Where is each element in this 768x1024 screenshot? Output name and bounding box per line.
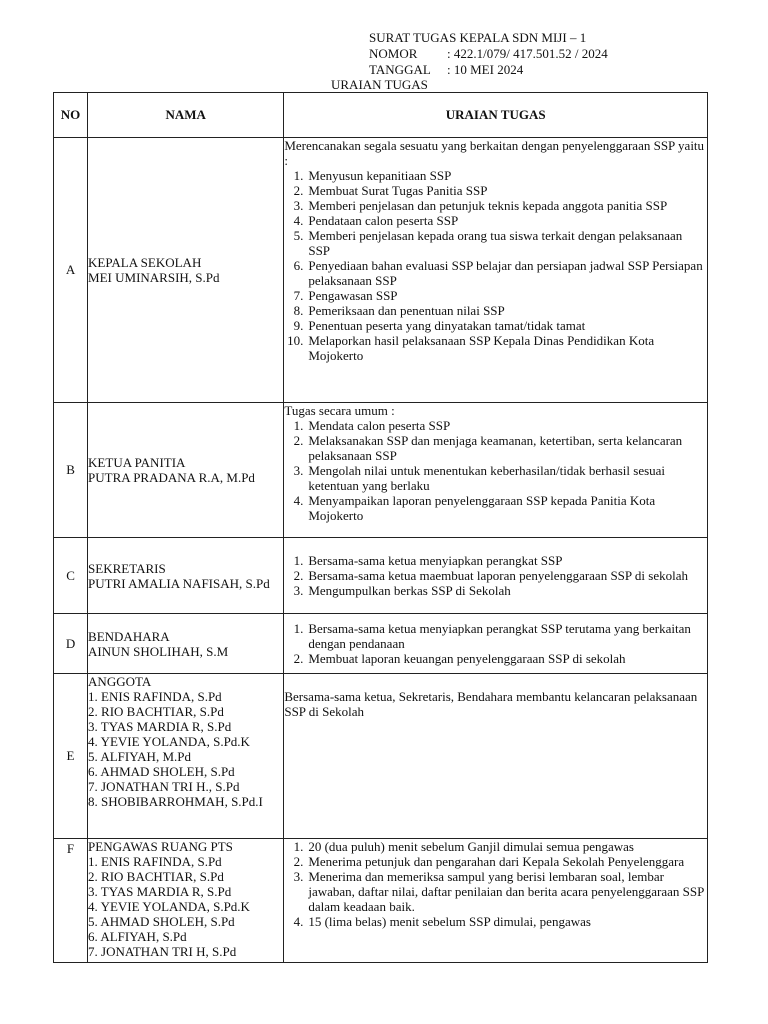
member-name: 4. YEVIE YOLANDA, S.Pd.K [88,899,250,914]
row-no: E [54,674,88,839]
item-text: Melaporkan hasil pelaksanaan SSP Kepala Dinas Pendidikan Kota Mojokerto [308,333,655,363]
item-number: 1. [293,553,304,568]
row-no: B [54,403,88,538]
table-row-d [54,614,708,674]
row-no: A [54,138,88,403]
letter-title: SURAT TUGAS KEPALA SDN MIJI – 1 [369,30,587,45]
item-number: 1. [293,418,304,433]
duty-list [284,553,707,598]
duty-list [284,839,707,929]
duty-item [284,914,707,929]
item-text: Bersama-sama ketua menyiapkan perangkat SSP terutama yang berkaitan dengan pendanaan [308,621,691,651]
row-no: F [54,839,88,963]
row-nama [88,674,284,839]
member-name: 4. YEVIE YOLANDA, S.Pd.K [88,734,250,749]
duty-item [284,433,707,463]
item-number: 3. [293,198,304,213]
duty-item [284,258,707,288]
duty-item [284,303,707,318]
member-name: 7. JONATHAN TRI H., S.Pd [88,779,240,794]
duty-item [284,553,707,568]
document-header [0,0,768,92]
member-name: 1. ENIS RAFINDA, S.Pd [88,854,222,869]
item-number: 6. [293,258,304,273]
member-name: 8. SHOBIBARROHMAH, S.Pd.I [88,794,263,809]
row-no: C [54,538,88,614]
row-uraian [284,839,708,963]
row-nama [88,403,284,538]
item-text: Pemeriksaan dan penentuan nilai SSP [308,303,505,318]
role-label: ANGGOTA [88,674,152,689]
person-name: PUTRA PRADANA R.A, M.Pd [88,470,255,485]
row-no: D [54,614,88,674]
item-number: 9. [293,318,304,333]
person-name: MEI UMINARSIH, S.Pd [88,270,220,285]
column-header-no: NO [54,93,88,138]
member-name: 1. ENIS RAFINDA, S.Pd [88,689,222,704]
row-nama [88,538,284,614]
duty-table [53,92,708,963]
duty-list [284,621,707,666]
item-number: 3. [293,869,304,884]
duty-item [284,183,707,198]
item-text: 20 (dua puluh) menit sebelum Ganjil dimulai semua pengawas [308,839,634,854]
item-text: Menerima petunjuk dan pengarahan dari Kepala Sekolah Penyelenggara [308,854,685,869]
item-text: Menyusun kepanitiaan SSP [308,168,452,183]
tanggal-label: TANGGAL [369,62,431,77]
member-list [88,689,283,809]
member-name: 2. RIO BACHTIAR, S.Pd [88,869,224,884]
item-number: 3. [293,583,304,598]
row-uraian [284,674,708,839]
role-label: BENDAHARA [88,628,170,644]
item-text: Mendata calon peserta SSP [308,418,451,433]
row-uraian [284,538,708,614]
member-name: 6. AHMAD SHOLEH, S.Pd [88,764,235,779]
item-number: 2. [293,433,304,448]
tanggal-line [369,62,523,77]
duty-item [284,463,707,493]
item-text: Bersama-sama ketua menyiapkan perangkat SSP [308,553,563,568]
item-number: 8. [293,303,304,318]
table-row-e [54,674,708,839]
item-number: 4. [293,213,304,228]
nomor-label: NOMOR [369,46,418,61]
duty-item [284,198,707,213]
member-name: 5. AHMAD SHOLEH, S.Pd [88,914,235,929]
duty-intro: Merencanakan segala sesuatu yang berkaitan dengan penyelenggaraan SSP yaitu : [284,138,705,168]
item-number: 3. [293,463,304,478]
person-name: PUTRI AMALIA NAFISAH, S.Pd [88,575,270,591]
duty-list [284,418,707,523]
row-uraian [284,138,708,403]
member-name: 6. ALFIYAH, S.Pd [88,929,187,944]
item-text: Melaksanakan SSP dan menjaga keamanan, ketertiban, serta kelancaran pelaksanaan SSP [308,433,683,463]
item-number: 4. [293,914,304,929]
item-text: Menerima dan memeriksa sampul yang berisi lembaran soal, lembar jawaban, daftar nilai, daftar penilaian dan berita acara penyelenggaraan SSP dalam keadaan baik. [308,869,704,914]
table-row-f [54,839,708,963]
duty-list [284,168,707,363]
member-name: 3. TYAS MARDIA R, S.Pd [88,719,232,734]
duty-item [284,651,707,666]
duty-item [284,168,707,183]
table-row-c [54,538,708,614]
role-label: PENGAWAS RUANG PTS [88,839,233,854]
item-text: Menyampaikan laporan penyelenggaraan SSP kepada Panitia Kota Mojokerto [308,493,656,523]
person-name: AINUN SHOLIHAH, S.M [88,643,229,659]
duty-item [284,288,707,303]
item-text: Mengumpulkan berkas SSP di Sekolah [308,583,511,598]
duty-item [284,333,707,363]
duty-item [284,493,707,523]
duty-item [284,854,707,869]
duty-item [284,228,707,258]
item-number: 2. [293,568,304,583]
row-nama [88,614,284,674]
column-header-nama: NAMA [88,93,284,138]
item-text: Penentuan peserta yang dinyatakan tamat/tidak tamat [308,318,586,333]
item-text: Bersama-sama ketua maembuat laporan penyelenggaraan SSP di sekolah [308,568,688,583]
table-row-a [54,138,708,403]
nomor-line [369,46,608,61]
item-number: 2. [293,854,304,869]
item-number: 1. [293,839,304,854]
item-number: 1. [293,621,304,636]
item-text: Pendataan calon peserta SSP [308,213,459,228]
item-text: 15 (lima belas) menit sebelum SSP dimulai, pengawas [308,914,591,929]
member-name: 2. RIO BACHTIAR, S.Pd [88,704,224,719]
duty-item [284,213,707,228]
role-label: SEKRETARIS [88,560,166,576]
row-nama [88,138,284,403]
member-name: 7. JONATHAN TRI H, S.Pd [88,944,237,959]
duty-item [284,869,707,914]
item-text: Penyediaan bahan evaluasi SSP belajar dan persiapan jadwal SSP Persiapan pelaksanaan SSP [308,258,703,288]
item-number: 5. [293,228,304,243]
duty-item [284,568,707,583]
item-number: 2. [293,183,304,198]
item-text: Membuat Surat Tugas Panitia SSP [308,183,488,198]
row-uraian [284,614,708,674]
duty-item [284,621,707,651]
row-nama [88,839,284,963]
role-label: KEPALA SEKOLAH [88,255,202,270]
item-number: 10. [287,333,304,348]
item-text: Mengolah nilai untuk menentukan keberhasilan/tidak berhasil sesuai ketentuan yang berlaku [308,463,666,493]
item-number: 2. [293,651,304,666]
table-row-b [54,403,708,538]
duty-text: Bersama-sama ketua, Sekretaris, Bendahara membantu kelancaran pelaksanaan SSP di Sekolah [284,689,698,719]
item-number: 7. [293,288,304,303]
item-text: Membuat laporan keuangan penyelenggaraan SSP di sekolah [308,651,626,666]
duty-intro: Tugas secara umum : [284,403,395,418]
table-header-row [54,93,708,138]
column-header-uraian: URAIAN TUGAS [284,93,708,138]
duty-item [284,318,707,333]
tanggal-value: : 10 MEI 2024 [447,62,524,77]
item-number: 4. [293,493,304,508]
member-name: 3. TYAS MARDIA R, S.Pd [88,884,232,899]
nomor-value: : 422.1/079/ 417.501.52 / 2024 [447,46,608,61]
item-text: Memberi penjelasan kepada orang tua siswa terkait dengan pelaksanaan SSP [308,228,683,258]
item-text: Pengawasan SSP [308,288,398,303]
member-name: 5. ALFIYAH, M.Pd [88,749,191,764]
item-text: Memberi penjelasan dan petunjuk teknis kepada anggota panitia SSP [308,198,668,213]
row-uraian [284,403,708,538]
role-label: KETUA PANITIA [88,455,186,470]
duty-item [284,839,707,854]
section-subtitle: URAIAN TUGAS [331,77,428,92]
duty-item [284,583,707,598]
item-number: 1. [293,168,304,183]
member-list [88,854,283,959]
duty-item [284,418,707,433]
